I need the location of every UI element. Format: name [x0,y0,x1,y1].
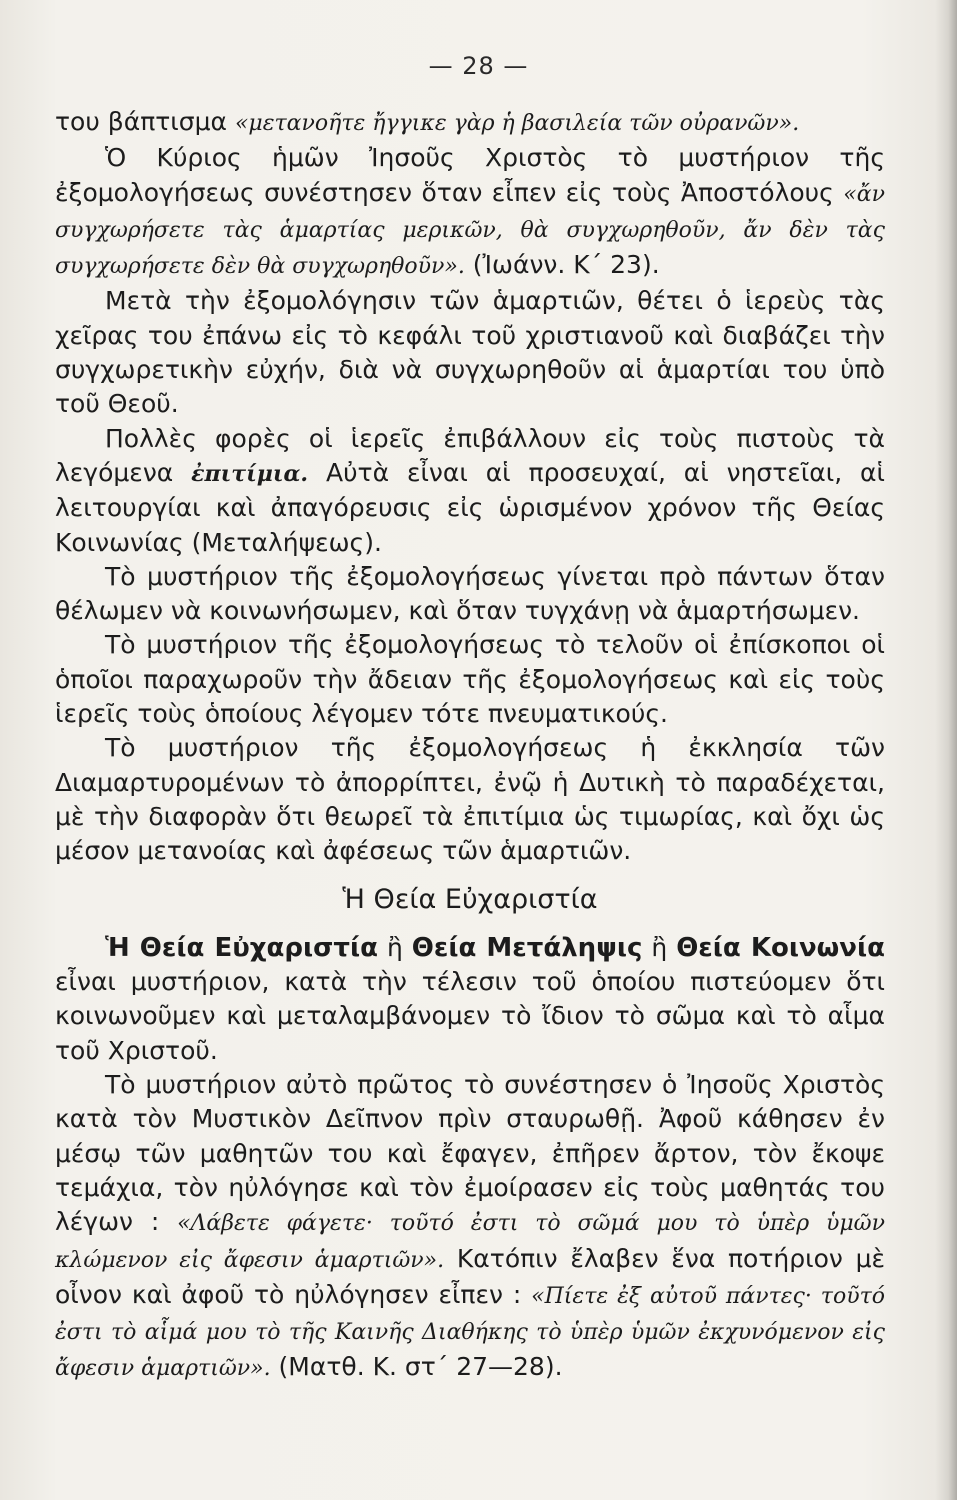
emphasis-term: ἐπιτίμια. [191,460,309,487]
page-number: — 28 — [428,52,529,80]
scripture-quote: «ἄν συγχωρήσετε τὰς ἁμαρτίας μερικῶν, θὰ συγχωρηθοῦν, ἄν δὲν τὰς συγχωρήσετε δὲν θὰ συγχωρηθοῦν». [55,181,885,280]
scripture-quote: «Πίετε ἐξ αὐτοῦ πάντες· τοῦτό ἐστι τὸ αἷμά μου τὸ τῆς Καινῆς Διαθήκης τὸ ὑπὲρ ὑμῶν ἐκχυνόμενον εἰς ἄφεσιν ἁμαρτιῶν». [55,1283,886,1382]
paragraph-2 [55,141,885,284]
text-run: Πολλὲς φορὲς οἱ ἱερεῖς ἐπιβάλλουν εἰς τοὺς πιστοὺς τὰ λεγόμενα [55,423,885,487]
text-run: ἢ [642,932,677,962]
paragraph-7: Τὸ μυστήριον τῆς ἐξομολογήσεως ἡ ἐκκλησία τῶν Διαμαρτυρομένων τὸ ἀπορρίπτει, ἐνῷ ἡ Δυτικὴ τὸ παραδέχεται, μὲ τὴν διαφορὰν ὅτι θεωρεῖ τὰ ἐπιτίμια ὡς τιμωρίας, καὶ ὄχι ὡς μέσον μετανοίας καὶ ἀφέσεως τῶν ἁμαρτιῶν. [55,733,885,866]
paragraph-3: Μετὰ τὴν ἐξομολόγησιν τῶν ἁμαρτιῶν, θέτει ὁ ἱερεὺς τὰς χεῖρας του ἐπάνω εἰς τὸ κεφάλι τοῦ χριστιανοῦ καὶ διαβάζει τὴν συγχωρετικὴν εὐχήν, διὰ νὰ συγχωρηθοῦν αἱ ἁμαρτίαι του ὑπὸ τοῦ Θεοῦ. [55,286,885,419]
page-edge-shadow [935,0,957,1500]
paragraph-1 [55,105,885,141]
bold-term: Θεία Κοινωνία [676,932,885,963]
text-run: ἢ [377,932,412,962]
scripture-quote: «Λάβετε φάγετε· τοῦτό ἐστι τὸ σῶμά μου τὸ ὑπὲρ ὑμῶν κλώμενον εἰς ἄφεσιν ἁμαρτιῶν». [55,1211,885,1273]
paragraph-6: Τὸ μυστήριον τῆς ἐξομολογήσεως τὸ τελοῦν οἱ ἐπίσκοποι οἱ ὁποῖοι παραχωροῦν τὴν ἄδειαν τῆς ἐξομολογήσεως καὶ εἰς τοὺς ἱερεῖς τοὺς ὁποίους λέγομεν τότε πνευματικούς. [55,630,885,729]
paragraph-8 [55,931,885,1068]
scripture-quote: «μετανοῆτε ἤγγικε γὰρ ἡ βασιλεία τῶν οὐρανῶν». [234,111,800,136]
paragraph-9 [55,1068,885,1387]
text-run: Τὸ μυστήριον αὐτὸ πρῶτος τὸ συνέστησεν ὁ Ἰησοῦς Χριστὸς κατὰ τὸν Μυστικὸν Δεῖπνον πρὶν σταυρωθῇ. Ἀφοῦ κάθησεν ἐν μέσῳ τῶν μαθητῶν του καὶ ἔφαγεν, ἐπῆρεν ἄρτον, τὸν ἔκοψε τεμάχια, τὸν ηὐλόγησε καὶ τὸν ἐμοίρασεν εἰς τοὺς μαθητάς του λέγων : [55,1070,885,1237]
text-run: Ὁ Κύριος ἡμῶν Ἰησοῦς Χριστὸς τὸ μυστήριον τῆς ἐξομολογήσεως συνέστησεν ὅταν εἶπεν εἰς τοὺς Ἀποστόλους [55,143,885,207]
bold-term: Ἡ Θεία Εὐχαριστία [105,932,378,963]
page-text [55,105,885,1387]
section-heading: Ἡ Θεία Εὐχαριστία [342,883,598,915]
text-run: εἶναι μυστήριον, κατὰ τὴν τέλεσιν τοῦ ὁποίου πιστεύομεν ὅτι κοινωνοῦμεν καὶ μεταλαμβάνομεν τὸ ἴδιον τὸ σῶμα καὶ τὸ αἷμα τοῦ Χριστοῦ. [55,967,885,1065]
text-run: Κατόπιν ἔλαβεν ἕνα ποτήριον μὲ οἶνον καὶ ἀφοῦ τὸ ηὐλόγησεν εἶπεν : [55,1243,886,1309]
paragraph-4 [55,422,885,560]
paragraph-5: Τὸ μυστήριον τῆς ἐξομολογήσεως γίνεται πρὸ πάντων ὅταν θέλωμεν νὰ κοινωνήσωμεν, καὶ ὅταν τυγχάνῃ νὰ ἁμαρτήσωμεν. [55,561,885,626]
text-run: Αὐτὰ εἶναι αἱ προσευχαί, αἱ νηστεῖαι, αἱ λειτουργίαι καὶ ἀπαγόρευσις εἰς ὡρισμένον χρόνον τῆς Θείας Κοινωνίας (Μεταλήψεως). [55,457,885,557]
citation: (Ματθ. Κ. στ΄ 27—28). [270,1352,563,1382]
text-run: του βάπτισμα [55,107,235,136]
bold-term: Θεία Μετάληψις [411,932,643,963]
citation: (Ἰωάνν. Κ΄ 23). [464,250,660,280]
